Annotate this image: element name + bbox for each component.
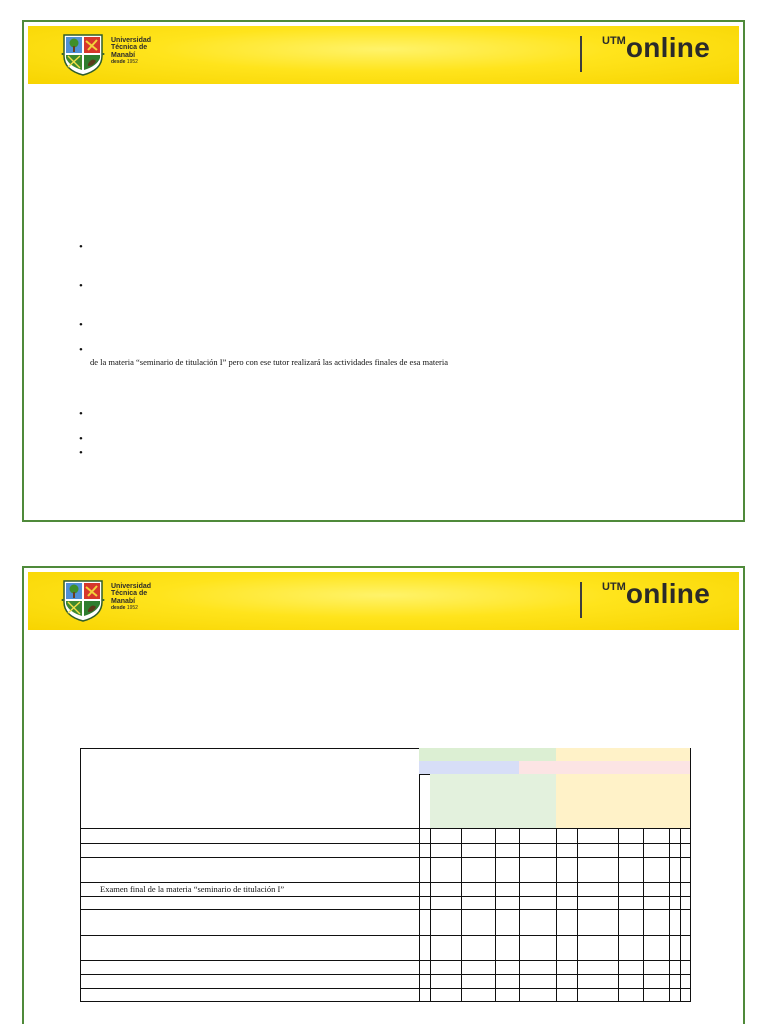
since-label: desde 1952 <box>111 59 138 66</box>
header-columns-green <box>430 774 519 828</box>
header-columns-yellow <box>556 774 690 828</box>
header-column-mid <box>519 774 556 828</box>
table-row-line <box>80 988 691 989</box>
university-name-line-1: Universidad <box>111 583 152 590</box>
university-name-line-3: Manabí <box>111 51 136 59</box>
table-border-right <box>690 748 691 1002</box>
logo-separator <box>580 582 582 618</box>
table-row-line <box>80 974 691 975</box>
table-row-line <box>80 882 691 883</box>
table-task-label: Examen final de la materia “seminario de titulación I” <box>100 884 285 894</box>
header-subgroup-blue <box>419 761 519 774</box>
university-name-line-3: Manabí <box>111 597 136 605</box>
university-name-line-1: Universidad <box>111 37 152 44</box>
table-border-left <box>80 748 81 1002</box>
university-crest-icon <box>61 32 105 76</box>
header-banner <box>28 26 739 84</box>
utm-online-logo: $^{UTM}$online <box>602 578 711 609</box>
header-banner <box>28 572 739 630</box>
table-row-line <box>80 896 691 897</box>
utm-online-logo: $^{UTM}$online <box>602 32 711 63</box>
table-row-line <box>80 960 691 961</box>
table-line <box>419 748 420 1002</box>
university-name <box>111 37 191 67</box>
activities-table <box>80 748 691 1002</box>
header-subgroup-pink <box>519 761 690 774</box>
table-row-line <box>80 828 691 829</box>
university-name-line-2: Técnica de <box>111 44 148 52</box>
university-crest-icon <box>61 578 105 622</box>
since-label: desde 1952 <box>111 605 138 612</box>
table-row-line <box>80 857 691 858</box>
table-row-line <box>80 909 691 910</box>
table-row-line <box>80 935 691 936</box>
header-group-green <box>419 748 556 761</box>
slide-1: Universidad Técnica de Manabí desde 1952 $^{UTM}$online • • • • de la materia “seminario de titulación I” pero con ese tutor realizará las actividades finales de esa materia • • • <box>22 20 745 522</box>
slide-2 <box>22 566 745 1024</box>
university-name <box>111 583 191 613</box>
logo-separator <box>580 36 582 72</box>
table-border-bottom <box>80 1001 691 1002</box>
table-row-line <box>80 843 691 844</box>
header-group-yellow <box>556 748 690 761</box>
university-name-line-2: Técnica de <box>111 590 148 598</box>
